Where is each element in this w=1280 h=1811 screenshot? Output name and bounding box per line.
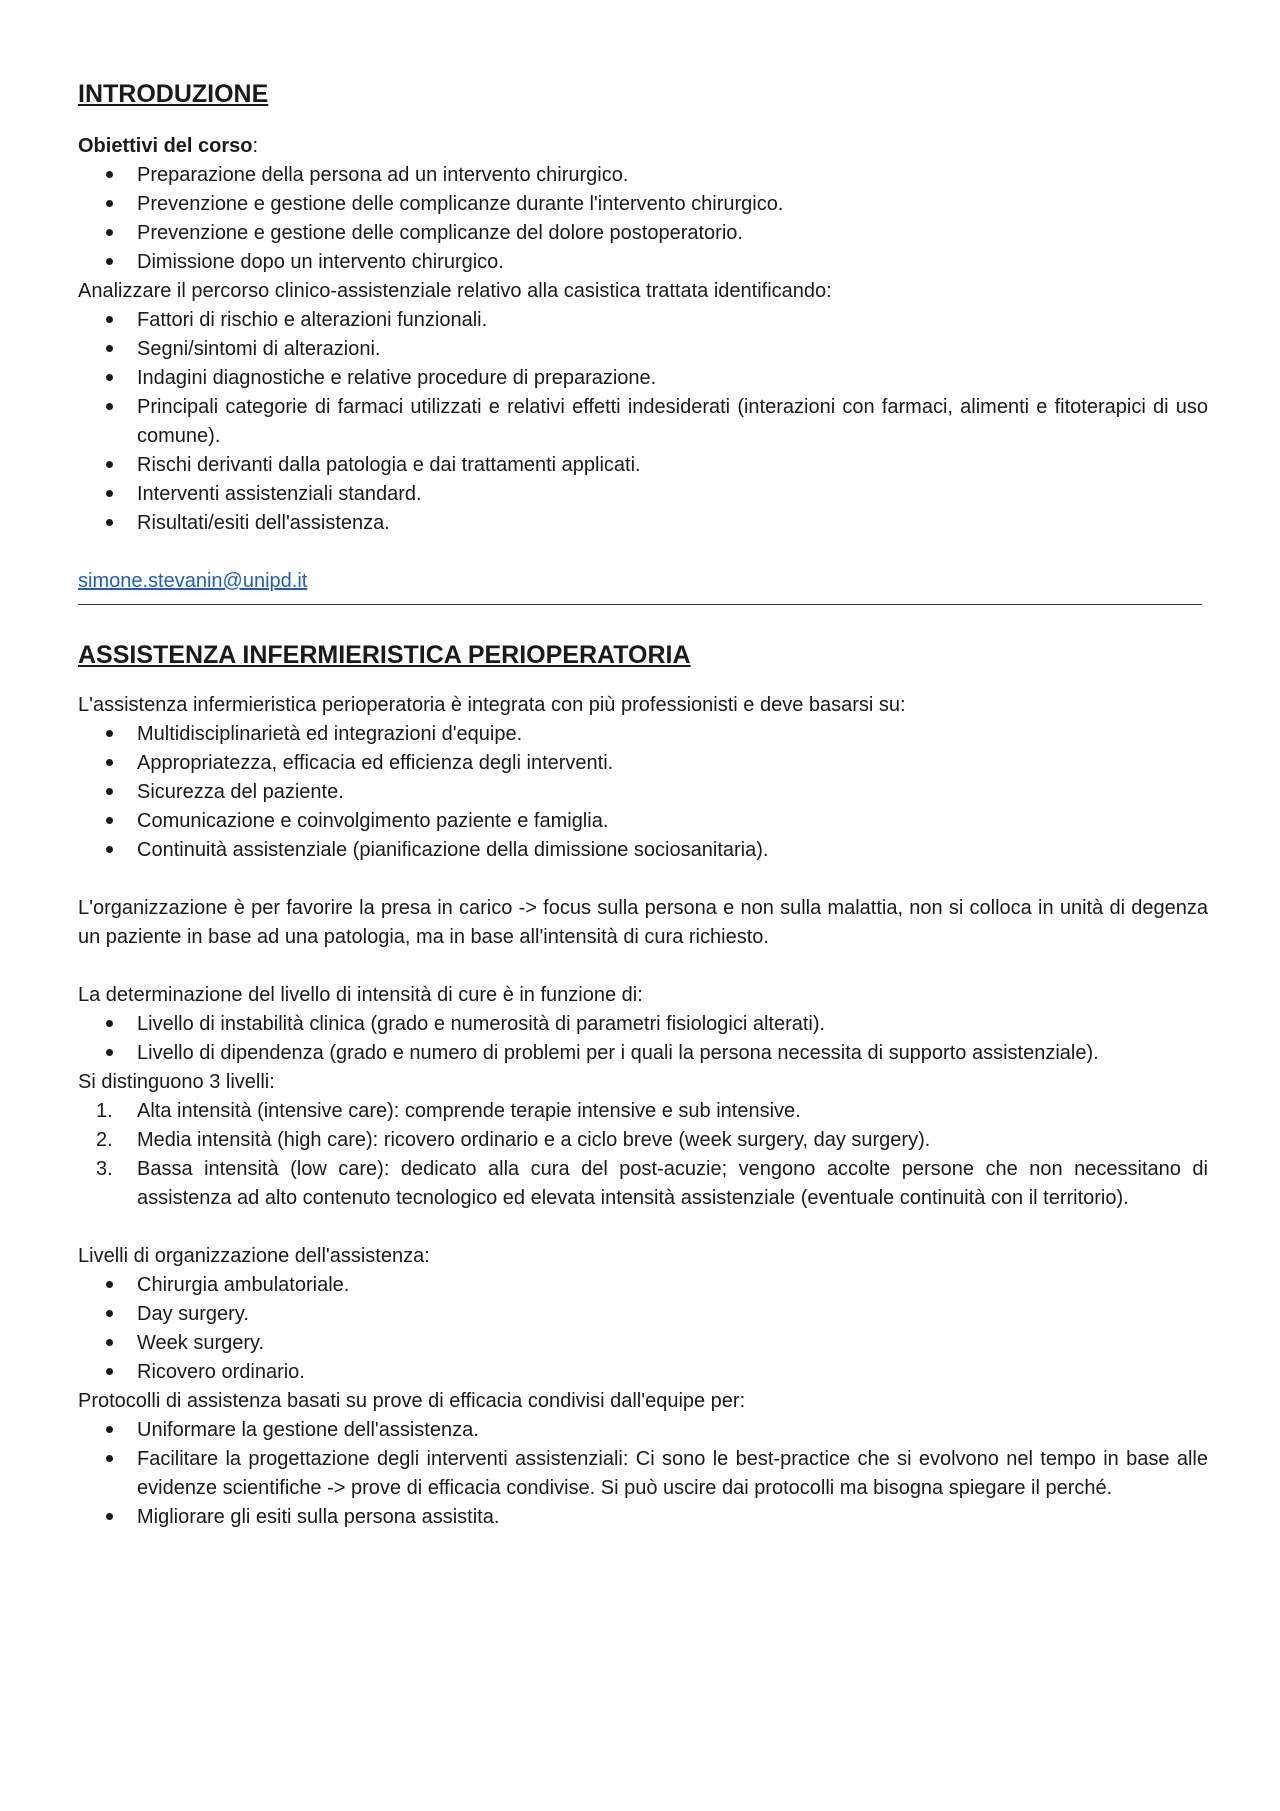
intensity-intro: La determinazione del livello di intensità di cure è in funzione di: [78, 984, 643, 1006]
levels-intro: Si distinguono 3 livelli: [78, 1071, 275, 1093]
bullet-icon [97, 749, 121, 778]
list-number: 1. [96, 1100, 113, 1122]
list-item: Continuità assistenziale (pianificazione della dimissione sociosanitaria). [78, 836, 1208, 865]
list-item: Preparazione della persona ad un intervento chirurgico. [78, 161, 1208, 190]
bullet-icon [97, 1503, 121, 1532]
principles-list [78, 720, 1208, 865]
section-title-assistenza: ASSISTENZA INFERMIERISTICA PERIOPERATORIA [78, 641, 691, 669]
list-item: Day surgery. [78, 1300, 1208, 1329]
bullet-icon [97, 1300, 121, 1329]
list-item: Chirurgia ambulatoriale. [78, 1271, 1208, 1300]
list-number: 2. [96, 1129, 113, 1151]
bullet-icon [97, 509, 121, 538]
list-number: 3. [96, 1158, 113, 1180]
bullet-icon [97, 836, 121, 865]
list-item: Comunicazione e coinvolgimento paziente e famiglia. [78, 807, 1208, 836]
list-item: Sicurezza del paziente. [78, 778, 1208, 807]
list-item: Multidisciplinarietà ed integrazioni d'equipe. [78, 720, 1208, 749]
bullet-icon [97, 1271, 121, 1300]
bullet-icon [97, 161, 121, 190]
bullet-icon [97, 1329, 121, 1358]
bullet-icon [97, 807, 121, 836]
list-item: Prevenzione e gestione delle complicanze del dolore postoperatorio. [78, 219, 1208, 248]
list-item: Facilitare la progettazione degli interventi assistenziali: Ci sono le best-practice che si evolvono nel tempo in base alle evidenze scientifiche -> prove di efficacia condivise. Si può uscire dai protocolli ma bisogna spiegare il perché. [78, 1445, 1208, 1503]
bullet-icon [97, 451, 121, 480]
list-item: 1. Alta intensità (intensive care): comprende terapie intensive e sub intensive. [78, 1097, 1208, 1126]
bullet-icon [97, 480, 121, 509]
list-item: Rischi derivanti dalla patologia e dai trattamenti applicati. [78, 451, 1208, 480]
bullet-icon [97, 720, 121, 749]
levels-list [78, 1097, 1208, 1213]
organization-paragraph: L'organizzazione è per favorire la presa in carico -> focus sulla persona e non sulla malattia, non si colloca in unità di degenza un paziente in base ad una patologia, ma in base all'intensità di cura richiesto. [78, 897, 1208, 948]
list-item: Week surgery. [78, 1329, 1208, 1358]
protocols-intro: Protocolli di assistenza basati su prove di efficacia condivisi dall'equipe per: [78, 1390, 746, 1412]
list-item: Ricovero ordinario. [78, 1358, 1208, 1387]
objectives-colon: : [252, 135, 259, 157]
bullet-icon [97, 306, 121, 335]
analysis-intro: Analizzare il percorso clinico-assistenziale relativo alla casistica trattata identificando: [78, 280, 832, 302]
list-item: Appropriatezza, efficacia ed efficienza degli interventi. [78, 749, 1208, 778]
objectives-list [78, 161, 1208, 277]
list-item: Fattori di rischio e alterazioni funzionali. [78, 306, 1208, 335]
bullet-icon [97, 335, 121, 364]
bullet-icon [97, 190, 121, 219]
bullet-icon [97, 1445, 121, 1474]
protocols-list [78, 1416, 1208, 1532]
list-item: Risultati/esiti dell'assistenza. [78, 509, 1208, 538]
org-levels-intro: Livelli di organizzazione dell'assistenza: [78, 1245, 430, 1267]
assistenza-intro: L'assistenza infermieristica perioperatoria è integrata con più professionisti e deve basarsi su: [78, 694, 906, 716]
objectives-label: Obiettivi del corso [78, 135, 253, 157]
list-item: Dimissione dopo un intervento chirurgico. [78, 248, 1208, 277]
list-item: 2. Media intensità (high care): ricovero ordinario e a ciclo breve (week surgery, day surgery). [78, 1126, 1208, 1155]
bullet-icon [97, 393, 121, 422]
list-item: Segni/sintomi di alterazioni. [78, 335, 1208, 364]
section-title-introduzione: INTRODUZIONE [78, 80, 269, 108]
bullet-icon [97, 1416, 121, 1445]
bullet-icon [97, 778, 121, 807]
bullet-icon [97, 1358, 121, 1387]
objectives-heading [78, 132, 1208, 161]
list-item: Principali categorie di farmaci utilizzati e relativi effetti indesiderati (interazioni con farmaci, alimenti e fitoterapici di uso comune). [78, 393, 1208, 451]
email-link[interactable]: simone.stevanin@unipd.it [78, 570, 308, 592]
intensity-factors-list [78, 1010, 1208, 1068]
bullet-icon [97, 219, 121, 248]
list-item: Livello di instabilità clinica (grado e numerosità di parametri fisiologici alterati). [78, 1010, 1208, 1039]
list-item: Indagini diagnostiche e relative procedure di preparazione. [78, 364, 1208, 393]
analysis-list [78, 306, 1208, 538]
bullet-icon [97, 1010, 121, 1039]
list-item: 3. Bassa intensità (low care): dedicato alla cura del post-acuzie; vengono accolte persone che non necessitano di assistenza ad alto contenuto tecnologico ed elevata intensità assistenziale (eventuale continuità con il territorio). [78, 1155, 1208, 1213]
list-item: Interventi assistenziali standard. [78, 480, 1208, 509]
org-levels-list [78, 1271, 1208, 1387]
list-item: Uniformare la gestione dell'assistenza. [78, 1416, 1208, 1445]
bullet-icon [97, 1039, 121, 1068]
bullet-icon [97, 364, 121, 393]
list-item: Migliorare gli esiti sulla persona assistita. [78, 1503, 1208, 1532]
bullet-icon [97, 248, 121, 277]
list-item: Livello di dipendenza (grado e numero di problemi per i quali la persona necessita di supporto assistenziale). [78, 1039, 1208, 1068]
list-item: Prevenzione e gestione delle complicanze durante l'intervento chirurgico. [78, 190, 1208, 219]
